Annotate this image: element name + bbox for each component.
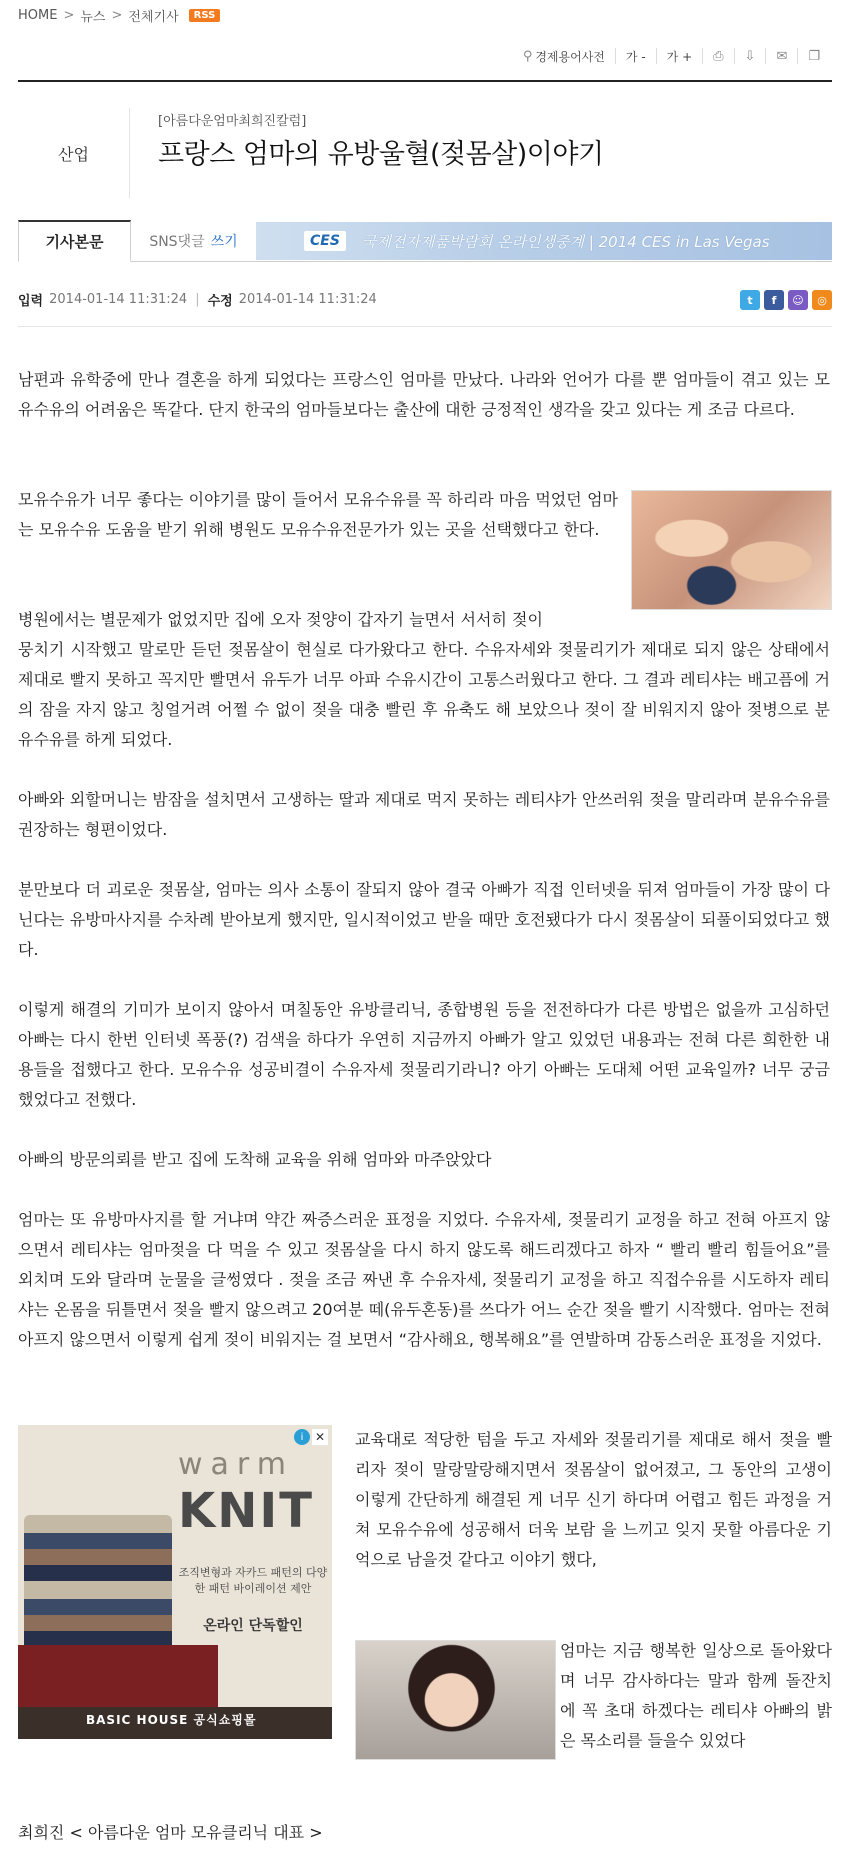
- author-byline: 최희진 < 아름다운 엄마 모유클리닉 대표 >: [18, 1823, 323, 1842]
- download-icon: ⇩: [744, 48, 756, 64]
- share-buttons: [740, 290, 832, 310]
- ces-banner-text: 국제전자제품박람회 온라인생중계 | 2014 CES in Las Vegas: [361, 232, 770, 251]
- input-date-label: 입력: [18, 294, 44, 309]
- article-photo-babies: [631, 490, 832, 610]
- date-divider: [18, 326, 832, 327]
- ces-banner[interactable]: [256, 222, 832, 260]
- article-dates: [18, 290, 377, 309]
- ad-warm-text: warm: [178, 1447, 294, 1482]
- edit-date-value: 2014-01-14 11:31:24: [238, 292, 377, 307]
- copy-icon: ❐: [808, 48, 820, 64]
- paragraph-8: 엄마는 또 유방마사지를 할 거냐며 약간 짜증스러운 표정을 지었다. 수유자세, 젖물리기 교정을 하고 전혀 아프지 않으면서 레티샤는 엄마젖을 다 먹을 수 있고 젖몸살을 다시 하지 않도록 해드리겠다고 하자 “ 빨리 빨리 힘들어요”를 외치며 도와 달라며 눈물을 글썽였다 . 젖을 조금 짜낸 후 수유자세, 젖물리기 교정을 하고 직접수유를 시도하자 레티샤는 온몸을 뒤틀면서 젖을 빨지 않으려고 20여분 떼(유두혼동)를 쓰다가 어느 순간 젖을 빨기 시작했다. 엄마는 전혀 아프지 않으면서 이렇게 쉽게 젖이 비워지는 걸 보면서 “감사해요, 행복해요”를 연발하며 감동스러운 표정을 지었다.: [18, 1210, 830, 1349]
- breadcrumb-home[interactable]: HOME: [18, 8, 58, 23]
- paragraph-1: 남편과 유학중에 만나 결혼을 하게 되었다는 프랑스인 엄마를 만났다. 나라와 언어가 다를 뿐 엄마들이 겪고 있는 모유수유의 어려움은 똑같다. 단지 한국의 엄마들보다는 출산에 대한 긍정적인 생각을 갖고 있다는 게 조금 다르다.: [18, 370, 830, 419]
- ad-chair-seat: [18, 1645, 218, 1707]
- paragraph-5: 분만보다 더 괴로운 젖몸살, 엄마는 의사 소통이 잘되지 않아 결국 아빠가 직접 인터넷을 뒤져 엄마들이 가장 많이 다닌다는 유방마사지를 수차례 받아보게 했지만, 일시적이었고 받을 때만 호전됐다가 다시 젖몸살이 되풀이되었다고 했다.: [18, 880, 830, 959]
- dictionary-label: 경제용어사전: [535, 49, 605, 64]
- section-label: 산업: [18, 108, 130, 198]
- facebook-icon[interactable]: f: [764, 290, 784, 310]
- copy-button[interactable]: [797, 48, 830, 64]
- paragraph-6: 이렇게 해결의 기미가 보이지 않아서 며칠동안 유방클리닉, 종합병원 등을 전전하다가 다른 방법은 없을까 고심하던 아빠는 다시 한번 인터넷 폭풍(?) 검색을 하다가 우연히 지금까지 아빠가 알고 있었던 내용과는 전혀 다른 희한한 내용들을 접했다고 한다. 모유수유 성공비결이 수유자세 젖물리기라니? 아기 아빠는 도대체 어떤 교육일까? 너무 궁금했었다고 전했다.: [18, 1000, 830, 1109]
- mail-icon: ✉: [776, 48, 788, 64]
- font-larger-button[interactable]: 가 +: [656, 48, 702, 64]
- tab-sns-label: SNS댓글: [149, 234, 205, 250]
- kakaostory-icon[interactable]: ◎: [812, 290, 832, 310]
- print-icon: ⎙: [713, 48, 724, 64]
- email-button[interactable]: [765, 48, 797, 64]
- paragraph-10: 엄마는 지금 행복한 일상으로 돌아왔다며 너무 감사하다는 말과 함께 돌잔치에 꼭 초대 하겠다는 레티샤 아빠의 밝은 목소리를 들을수 있었다: [560, 1641, 832, 1750]
- paragraph-9: 교육대로 적당한 텀을 두고 자세와 젖물리기를 제대로 해서 젖을 빨리자 젖이 말랑말랑해지면서 젖몸살이 없어졌고, 그 동안의 고생이 이렇게 간단하게 해결된 게 너무 신기 하다며 어렵고 힘든 과정을 거쳐 모유수유에 성공해서 더욱 보람 을 느끼고 잊지 못할 아름다운 기억으로 남을것 같다고 이야기 했다,: [355, 1430, 832, 1569]
- paragraph-7: 아빠의 방문의뢰를 받고 집에 도착해 교육을 위해 엄마와 마주앉았다: [18, 1150, 492, 1169]
- messenger-icon[interactable]: ☺: [788, 290, 808, 310]
- ad-sweater-image: [24, 1515, 172, 1665]
- breadcrumb-separator: >: [63, 8, 75, 23]
- tab-sns-comments[interactable]: [131, 220, 256, 262]
- paragraph-2: 모유수유가 너무 좋다는 이야기를 많이 들어서 모유수유를 꼭 하리라 마음 먹었던 엄마는 모유수유 도움을 받기 위해 병원도 모유수유전문가가 있는 곳을 선택했다고 한다.: [18, 490, 618, 539]
- edit-date-label: 수정: [207, 294, 233, 309]
- article-toolbar: [513, 48, 830, 64]
- font-smaller-button[interactable]: 가 -: [615, 48, 656, 64]
- breadcrumb: [18, 6, 220, 25]
- dictionary-button[interactable]: [513, 48, 615, 64]
- ces-logo: CES: [304, 231, 346, 251]
- breadcrumb-all-articles[interactable]: 전체기사: [128, 10, 179, 25]
- tab-article-body[interactable]: 기사본문: [18, 220, 131, 262]
- ad-knit-text: KNIT: [178, 1483, 314, 1539]
- save-button[interactable]: [734, 48, 766, 64]
- article-kicker: [아름다운엄마최희진칼럼]: [158, 114, 307, 129]
- breadcrumb-separator: >: [111, 8, 123, 23]
- ad-description: 조직변형과 자카드 패턴의 다양한 패턴 바이레이션 제안: [178, 1566, 328, 1595]
- paragraph-4: 아빠와 외할머니는 밤잠을 설치면서 고생하는 딸과 제대로 먹지 못하는 레티샤가 안쓰러워 젖을 말리라며 분유수유를 권장하는 형편이었다.: [18, 790, 830, 839]
- author-photo: [355, 1640, 556, 1760]
- header-divider: [18, 80, 832, 82]
- ad-cta: 온라인 단독할인: [203, 1618, 303, 1634]
- article-title: 프랑스 엄마의 유방울혈(젖몸살)이야기: [158, 139, 604, 170]
- print-button[interactable]: [702, 48, 733, 64]
- paragraph-3-start: 병원에서는 별문제가 없었지만 집에 오자 젖양이 갑자기 늘면서 서서히 젖이: [18, 610, 543, 629]
- ad-close-icon[interactable]: ✕: [312, 1429, 328, 1445]
- breadcrumb-news[interactable]: 뉴스: [80, 10, 106, 25]
- article-tabs: [18, 220, 832, 262]
- twitter-icon[interactable]: t: [740, 290, 760, 310]
- write-comment-link[interactable]: 쓰기: [210, 234, 238, 250]
- advertisement[interactable]: [18, 1425, 332, 1739]
- paragraph-3-continued: 뭉치기 시작했고 말로만 듣던 젖몸살이 현실로 다가왔다고 한다. 수유자세와 젖물리기가 제대로 되지 않은 상태에서 제대로 빨지 못하고 꼭지만 빨면서 유두가 너무 아파 수유시간이 고통스러웠다고 한다. 그 결과 레티샤는 배고픔에 거의 잠을 자지 않고 칭얼거려 어쩔 수 없이 젖을 대충 빨린 후 유축도 해 보았으나 젖이 잘 비워지지 않아 젖병으로 분유수유를 하게 되었다.: [18, 640, 830, 749]
- ad-info-icon[interactable]: i: [294, 1429, 310, 1445]
- ad-brand: BASIC HOUSE 공식쇼핑몰: [86, 1713, 257, 1727]
- date-separator: |: [195, 292, 200, 307]
- rss-button[interactable]: RSS: [189, 9, 221, 22]
- input-date-value: 2014-01-14 11:31:24: [49, 292, 188, 307]
- search-icon: ⚲: [522, 48, 533, 64]
